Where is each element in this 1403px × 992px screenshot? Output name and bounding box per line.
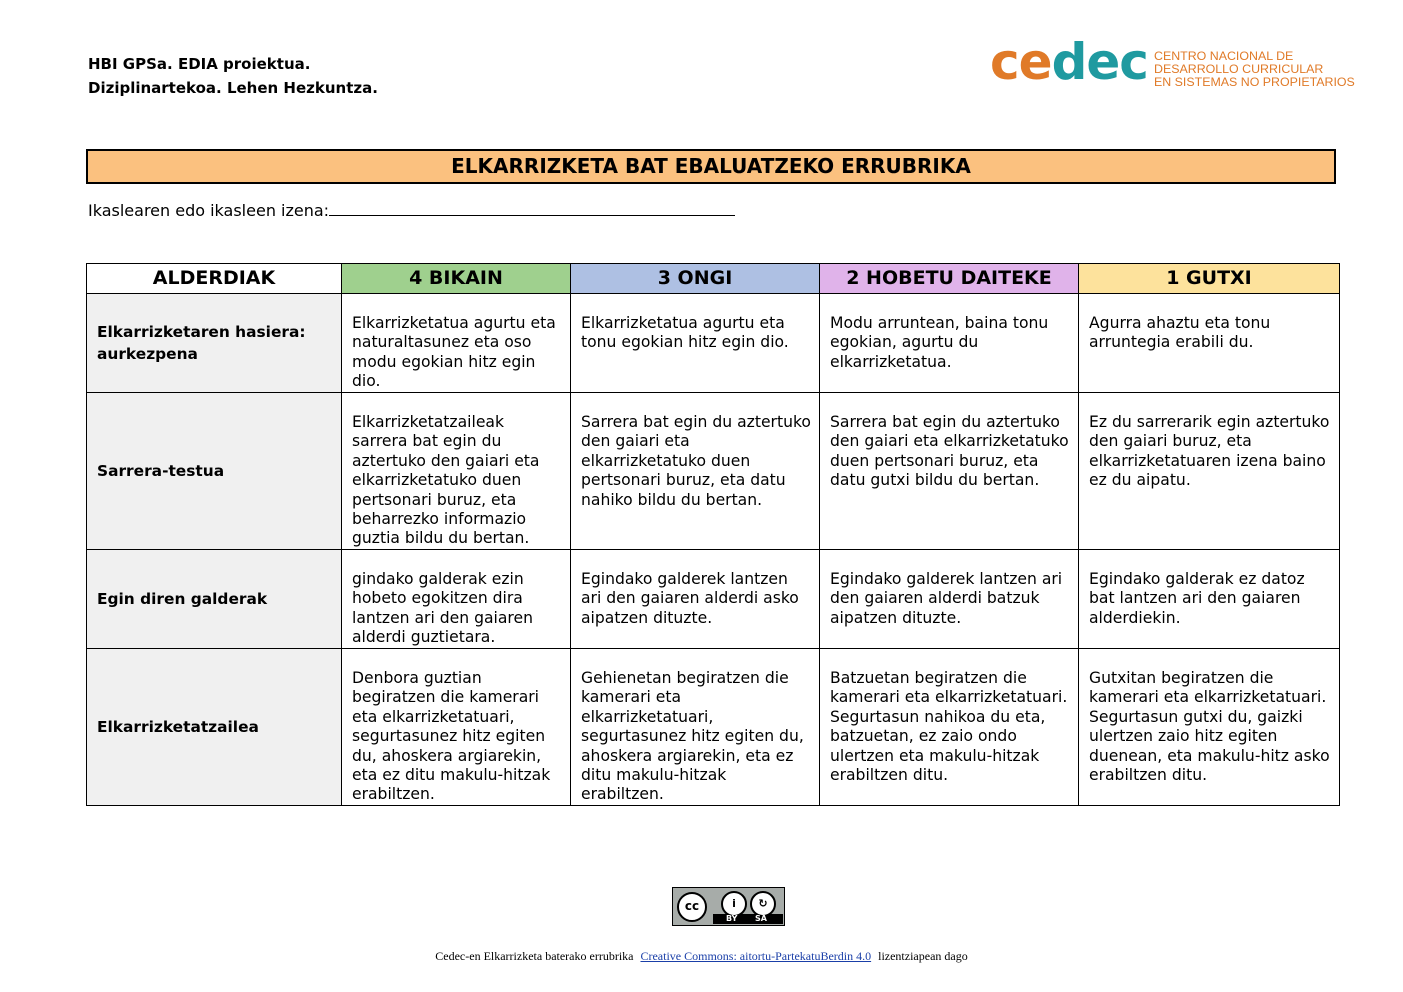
table-row bbox=[87, 294, 1340, 393]
logo-sub-line-3: EN SISTEMAS NO PROPIETARIOS bbox=[1154, 75, 1355, 89]
table-cell: Gehienetan begiratzen die kamerari eta elkarrizketatuari, segurtasunez hitz egiten du, ahoskera argiarekin, eta ez ditu makulu-hitzak erabiltzen. bbox=[571, 649, 820, 806]
header-level-3: 3 ONGI bbox=[571, 264, 820, 294]
row-aspect: Elkarrizketaren hasiera: aurkezpena bbox=[87, 294, 342, 393]
table-row bbox=[87, 649, 1340, 806]
table-cell: Batzuetan begiratzen die kamerari eta elkarrizketatuari. Segurtasun nahikoa du eta, batzuetan, ez zaio ondo ulertzen eta makulu-hitzak erabiltzen ditu. bbox=[820, 649, 1079, 806]
logo-sub-line-2: DESARROLLO CURRICULAR bbox=[1154, 62, 1324, 76]
cedec-logo-word bbox=[990, 34, 1148, 90]
row-aspect: Elkarrizketatzailea bbox=[87, 649, 342, 806]
table-cell: Egindako galderek lantzen ari den gaiaren alderdi batzuk aipatzen dituzte. bbox=[820, 550, 1079, 649]
table-cell: Elkarrizketatua agurtu eta tonu egokian hitz egin dio. bbox=[571, 294, 820, 393]
document-header bbox=[88, 52, 378, 100]
table-row bbox=[87, 550, 1340, 649]
table-cell: Denbora guztian begiratzen die kamerari eta elkarrizketatuari, segurtasunez hitz egiten du, ahoskera argiarekin, eta ez ditu makulu-hitzak erabiltzen. bbox=[342, 649, 571, 806]
share-alike-icon: ↻ bbox=[750, 891, 776, 917]
row-aspect: Sarrera-testua bbox=[87, 393, 342, 550]
header-level-1: 1 GUTXI bbox=[1079, 264, 1340, 294]
logo-word-part-1: ce bbox=[990, 33, 1052, 91]
sa-label: SA bbox=[755, 914, 767, 923]
student-name-blank bbox=[329, 200, 735, 216]
header-row bbox=[87, 264, 1340, 294]
license-link[interactable]: Creative Commons: aitortu-PartekatuBerdin 4.0 bbox=[640, 949, 872, 963]
attribution-icon: i bbox=[721, 891, 747, 917]
table-cell: Modu arruntean, baina tonu egokian, agurtu du elkarrizketatua. bbox=[820, 294, 1079, 393]
footer-suffix: lizentziapean dago bbox=[878, 949, 968, 963]
table-cell: Sarrera bat egin du aztertuko den gaiari eta elkarrizketatuko duen pertsonari buruz, eta datu nahiko bildu du bertan. bbox=[571, 393, 820, 550]
logo-word-part-2: dec bbox=[1051, 33, 1148, 91]
table-cell: Ez du sarrerarik egin aztertuko den gaiari buruz, eta elkarrizketatuaren izena baino ez du aipatu. bbox=[1079, 393, 1340, 550]
table-cell: Elkarrizketatzaileak sarrera bat egin du aztertuko den gaiari eta elkarrizketatuko duen pertsonari buruz, eta beharrezko informazio guztia bildu du bertan. bbox=[342, 393, 571, 550]
table-cell: Gutxitan begiratzen die kamerari eta elkarrizketatuari. Segurtasun gutxi du, gaizki ulertzen zaio hitz egiten duenean, eta makulu-hitz asko erabiltzen ditu. bbox=[1079, 649, 1340, 806]
header-aspects: ALDERDIAK bbox=[87, 264, 342, 294]
table-cell: Egindako galderak ez datoz bat lantzen ari den gaiaren alderdiekin. bbox=[1079, 550, 1340, 649]
logo-sub-line-1: CENTRO NACIONAL DE bbox=[1154, 49, 1294, 63]
header-line-2: Diziplinartekoa. Lehen Hezkuntza. bbox=[88, 79, 378, 97]
student-name-label: Ikaslearen edo ikasleen izena: bbox=[88, 201, 330, 220]
table-cell: Elkarrizketatua agurtu eta naturaltasunez eta oso modu egokian hitz egin dio. bbox=[342, 294, 571, 393]
table-row bbox=[87, 393, 1340, 550]
rubric-table bbox=[86, 263, 1340, 806]
table-cell: gindako galderak ezin hobeto egokitzen dira lantzen ari den gaiaren alderdi guztietara. bbox=[342, 550, 571, 649]
footer-prefix: Cedec-en Elkarrizketa baterako errubrika bbox=[435, 949, 634, 963]
license-footer bbox=[0, 949, 1403, 964]
table-cell: Agurra ahaztu eta tonu arruntegia erabili du. bbox=[1079, 294, 1340, 393]
table-cell: Egindako galderek lantzen ari den gaiaren alderdi asko aipatzen dituzte. bbox=[571, 550, 820, 649]
cedec-logo-subtitle bbox=[1154, 49, 1355, 89]
cc-label-strip bbox=[713, 914, 783, 924]
header-line-1: HBI GPSa. EDIA proiektua. bbox=[88, 55, 311, 73]
cc-icon: cc bbox=[677, 892, 707, 922]
row-aspect: Egin diren galderak bbox=[87, 550, 342, 649]
rubric-title: ELKARRIZKETA BAT EBALUATZEKO ERRUBRIKA bbox=[86, 149, 1336, 184]
table-cell: Sarrera bat egin du aztertuko den gaiari eta elkarrizketatuko duen pertsonari buruz, eta datu gutxi bildu du bertan. bbox=[820, 393, 1079, 550]
student-name-line bbox=[88, 200, 735, 222]
header-level-4: 4 BIKAIN bbox=[342, 264, 571, 294]
header-level-2: 2 HOBETU DAITEKE bbox=[820, 264, 1079, 294]
cc-by-sa-badge[interactable] bbox=[672, 887, 785, 926]
by-label: BY bbox=[726, 914, 738, 923]
